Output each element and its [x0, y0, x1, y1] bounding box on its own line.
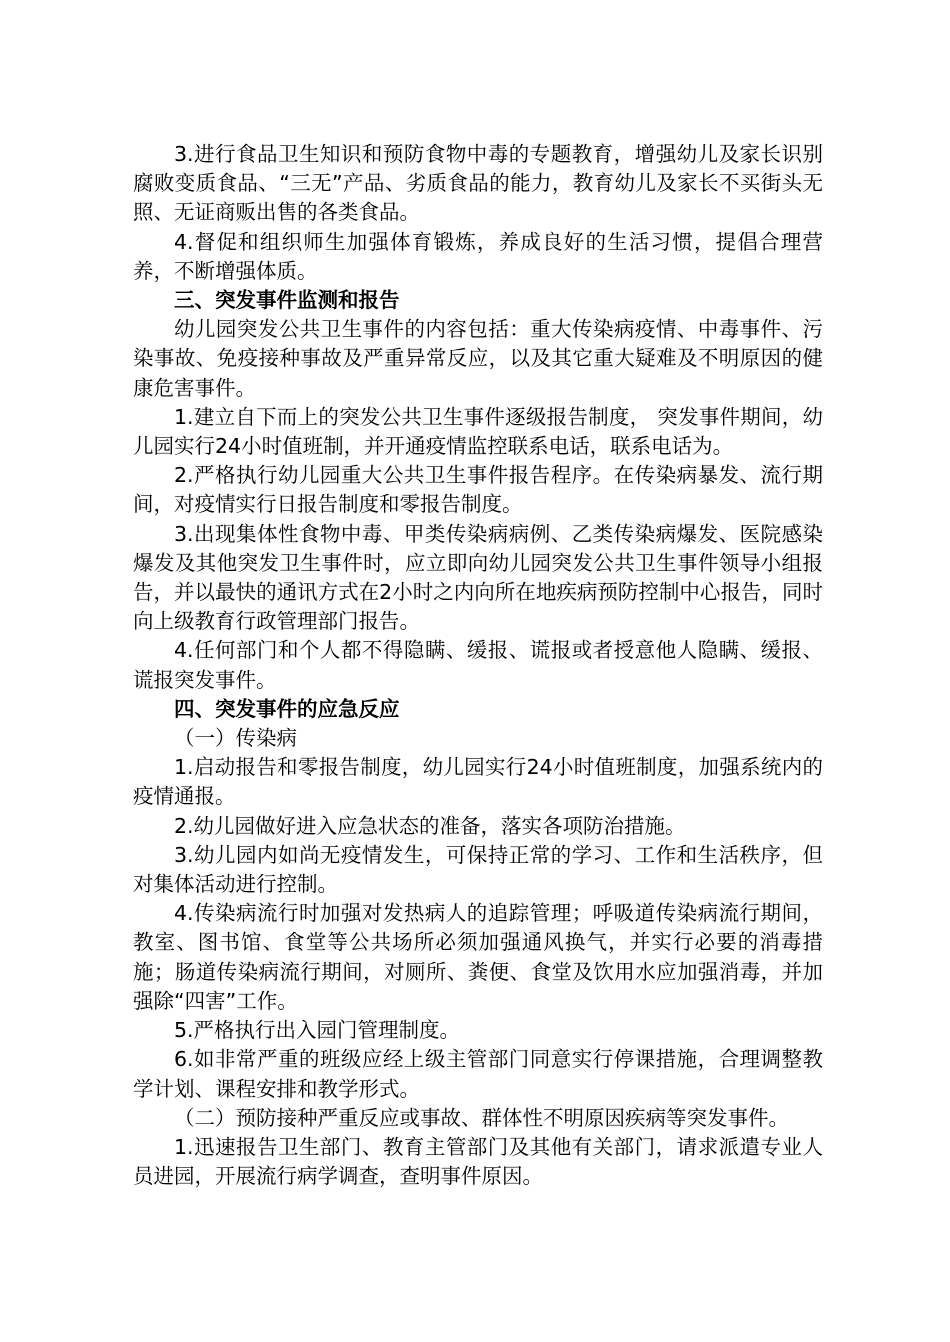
paragraph-reporting-procedure: 2.严格执行幼儿园重大公共卫生事件报告程序。在传染病暴发、流行期间，对疫情实行日报告制度和零报告制度。	[133, 463, 823, 517]
paragraph-report-departments: 1.迅速报告卫生部门、教育主管部门及其他有关部门，请求派遣专业人员进园，开展流行病学调查，查明事件原因。	[133, 1134, 823, 1189]
paragraph-no-concealment: 4.任何部门和个人都不得隐瞒、缓报、谎报或者授意他人隐瞒、缓报、谎报突发事件。	[133, 638, 823, 692]
subheading-infectious-disease: （一）传染病	[174, 726, 297, 751]
paragraph-event-scope: 幼儿园突发公共卫生事件的内容包括：重大传染病疫情、中毒事件、污染事故、免疫接种事故及严重异常反应，以及其它重大疑难及不明原因的健康危害事件。	[133, 317, 823, 400]
paragraph-reporting-system: 1.建立自下而上的突发公共卫生事件逐级报告制度， 突发事件期间，幼儿园实行24小时值班制，并开通疫情监控联系电话，联系电话为。	[133, 404, 823, 459]
paragraph-gate-management: 5.严格执行出入园门管理制度。	[174, 1018, 461, 1043]
section-heading-monitoring: 三、突发事件监测和报告	[174, 288, 400, 313]
subheading-vaccination-incidents: （二）预防接种严重反应或事故、群体性不明原因疾病等突发事件。	[174, 1105, 789, 1130]
section-heading-response: 四、突发事件的应急反应	[174, 696, 400, 721]
paragraph-class-suspension: 6.如非常严重的班级应经上级主管部门同意实行停课措施，合理调整教学计划、课程安排和教学形式。	[133, 1047, 823, 1101]
paragraph-normal-order: 3.幼儿园内如尚无疫情发生，可保持正常的学习、工作和生活秩序，但对集体活动进行控制。	[133, 842, 823, 897]
paragraph-emergency-report: 3.出现集体性食物中毒、甲类传染病病例、乙类传染病爆发、医院感染爆发及其他突发卫生事件时，应立即向幼儿园突发公共卫生事件领导小组报告，并以最快的通讯方式在2小时之内向所在地疾病预防控制中心报告，同时向上级教育行政管理部门报告。	[133, 521, 823, 634]
document-body	[133, 140, 823, 1191]
paragraph-exercise: 4.督促和组织师生加强体育锻炼，养成良好的生活习惯，提倡合理营养，不断增强体质。	[133, 229, 823, 283]
paragraph-duty-system: 1.启动报告和零报告制度，幼儿园实行24小时值班制度，加强系统内的疫情通报。	[133, 755, 823, 809]
paragraph-disinfection: 4.传染病流行时加强对发热病人的追踪管理；呼吸道传染病流行期间，教室、图书馆、食堂等公共场所必须加强通风换气，并实行必要的消毒措施；肠道传染病流行期间，对厕所、粪便、食堂及饮用水应加强消毒，并加强除“四害”工作。	[133, 901, 823, 1013]
paragraph-food-education: 3.进行食品卫生知识和预防食物中毒的专题教育，增强幼儿及家长识别腐败变质食品、“三无”产品、劣质食品的能力，教育幼儿及家长不买街头无照、无证商贩出售的各类食品。	[133, 142, 823, 225]
paragraph-prevention-measures: 2.幼儿园做好进入应急状态的准备，落实各项防治措施。	[174, 813, 686, 838]
